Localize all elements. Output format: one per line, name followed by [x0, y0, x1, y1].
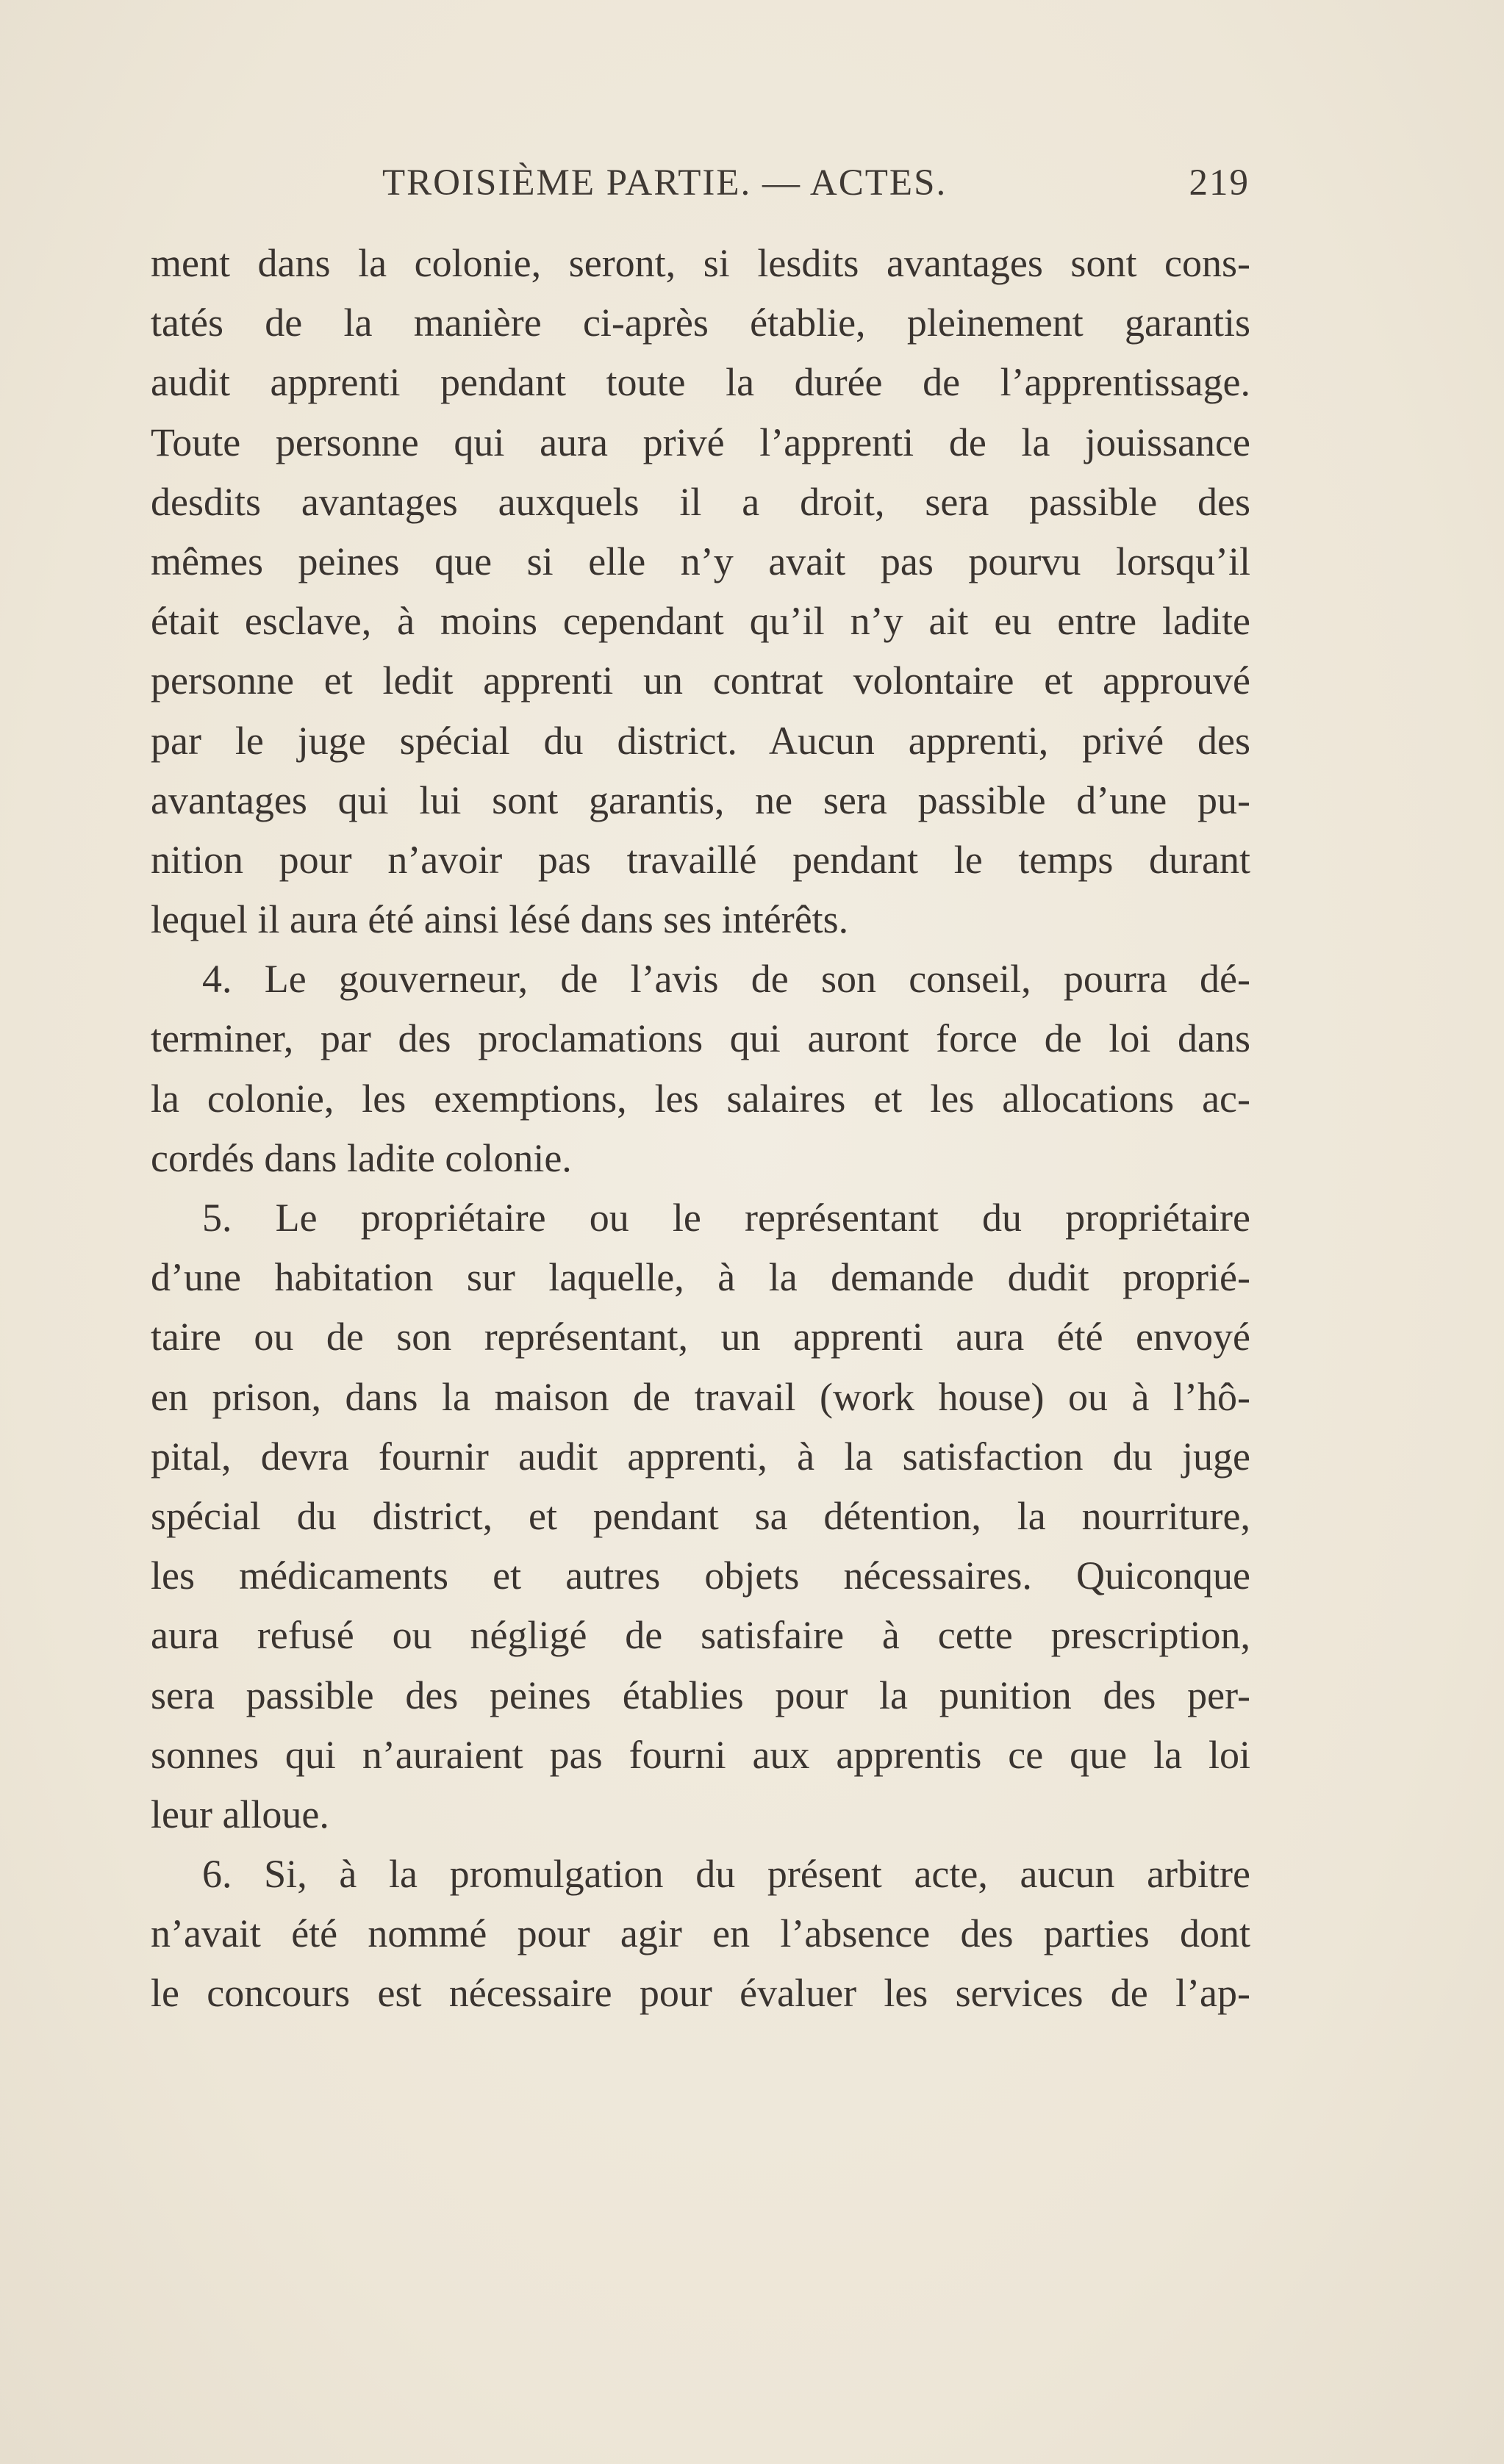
text-line: 5. Le propriétaire ou le représentant du propriétaire — [202, 1196, 1250, 1240]
text-line: sera passible des peines établies pour la punition des per- — [151, 1673, 1250, 1717]
text-line: les médicaments et autres objets nécessaires. Quiconque — [151, 1554, 1250, 1598]
text-line: terminer, par des proclamations qui auront force de loi dans — [151, 1016, 1250, 1061]
page-number: 219 — [1189, 162, 1250, 204]
text-line: sonnes qui n’auraient pas fourni aux apprentis ce que la loi — [151, 1732, 1250, 1777]
text-line: cordés dans ladite colonie. — [151, 1135, 572, 1180]
text-line: personne et ledit apprenti un contrat volontaire et approuvé — [151, 658, 1250, 703]
text-line: nition pour n’avoir pas travaillé pendant le temps durant — [151, 837, 1250, 882]
text-line: taire ou de son représentant, un apprenti aura été envoyé — [151, 1315, 1250, 1359]
text-line: tatés de la manière ci-après établie, pleinement garantis — [151, 301, 1250, 345]
text-line: avantages qui lui sont garantis, ne sera passible d’une pu- — [151, 777, 1250, 822]
text-line: pital, devra fournir audit apprenti, à la satisfaction du juge — [151, 1434, 1250, 1479]
text-line: spécial du district, et pendant sa détention, la nourriture, — [151, 1493, 1250, 1538]
running-title: TROISIÈME PARTIE. — ACTES. — [382, 162, 948, 204]
text-line: était esclave, à moins cependant qu’il n’y ait eu entre ladite — [151, 599, 1250, 644]
text-line: d’une habitation sur laquelle, à la demande dudit proprié- — [151, 1255, 1250, 1300]
text-line: aura refusé ou négligé de satisfaire à cette prescription, — [151, 1613, 1250, 1658]
text-line: leur alloue. — [151, 1792, 329, 1836]
text-line: le concours est nécessaire pour évaluer les services de l’ap- — [151, 1971, 1250, 2016]
text-line: 6. Si, à la promulgation du présent acte, aucun arbitre — [202, 1852, 1250, 1897]
body-text — [151, 234, 1250, 2024]
text-line: lequel il aura été ainsi lésé dans ses intérêts. — [151, 897, 849, 942]
text-line: ment dans la colonie, seront, si lesdits avantages sont cons- — [151, 241, 1250, 285]
text-line: mêmes peines que si elle n’y avait pas pourvu lorsqu’il — [151, 539, 1250, 583]
text-line: desdits avantages auxquels il a droit, sera passible des — [151, 479, 1250, 524]
text-line: 4. Le gouverneur, de l’avis de son conseil, pourra dé- — [202, 957, 1250, 1002]
text-line: en prison, dans la maison de travail (work house) ou à l’hô- — [151, 1374, 1250, 1419]
text-line: audit apprenti pendant toute la durée de l’apprentissage. — [151, 360, 1250, 405]
text-line: n’avait été nommé pour agir en l’absence des parties dont — [151, 1911, 1250, 1956]
page-header — [382, 162, 1250, 213]
text-line: la colonie, les exemptions, les salaires et les allocations ac- — [151, 1076, 1250, 1121]
text-line: Toute personne qui aura privé l’apprenti de la jouissance — [151, 420, 1250, 464]
text-line: par le juge spécial du district. Aucun apprenti, privé des — [151, 718, 1250, 763]
